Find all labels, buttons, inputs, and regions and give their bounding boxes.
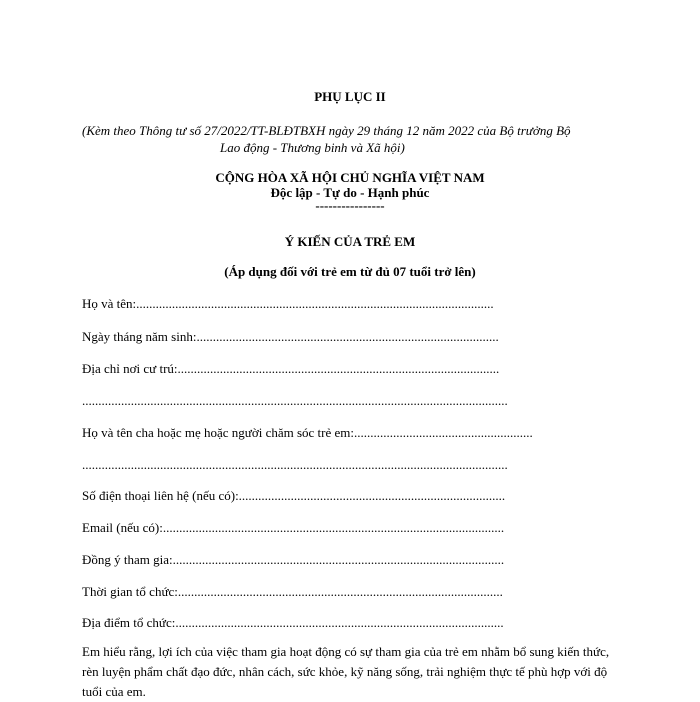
field-date-of-birth: Ngày tháng năm sinh:.............................................................................................: [82, 329, 499, 344]
national-motto: Độc lập - Tự do - Hạnh phúc: [270, 185, 430, 200]
field-guardian-name-continued: ...................................................................................................................................: [82, 457, 508, 472]
field-residence-address-continued: ...................................................................................................................................: [82, 393, 508, 408]
country-name: CỘNG HÒA XÃ HỘI CHỦ NGHĨA VIỆT NAM: [215, 170, 485, 185]
field-event-location: Địa điểm tổ chức:.....................................................................................................: [82, 615, 504, 630]
field-email: Email (nếu có):.........................................................................................................: [82, 520, 505, 535]
field-full-name: Họ và tên:..............................................................................................................: [82, 296, 494, 311]
appendix-title: PHỤ LỤC II: [314, 89, 386, 104]
appendix-note-line2: Lao động - Thương binh và Xã hội): [220, 140, 405, 155]
form-subtitle: (Áp dụng đối với trẻ em từ đủ 07 tuổi trở lên): [224, 264, 476, 279]
field-residence-address: Địa chỉ nơi cư trú:...................................................................................................: [82, 361, 500, 376]
field-event-time: Thời gian tổ chức:....................................................................................................: [82, 584, 503, 599]
field-guardian-name: Họ và tên cha hoặc mẹ hoặc người chăm sóc trẻ em:.......................................................: [82, 425, 533, 440]
consent-paragraph: Em hiểu rằng, lợi ích của việc tham gia hoạt động có sự tham gia của trẻ em nhằm bổ sung kiến thức, rèn luyện phẩm chất đạo đức, nhân cách, sức khỏe, kỹ năng sống, trải nghiệm thực tế phù hợp với độ tuổi của em.: [82, 644, 610, 699]
form-title: Ý KIẾN CỦA TRẺ EM: [284, 234, 416, 249]
appendix-note-line1: (Kèm theo Thông tư số 27/2022/TT-BLĐTBXH ngày 29 tháng 12 năm 2022 của Bộ trưởng Bộ: [82, 123, 571, 138]
field-phone: Số điện thoại liên hệ (nếu có):..................................................................................: [82, 488, 506, 503]
field-consent: Đồng ý tham gia:......................................................................................................: [82, 552, 505, 567]
motto-separator: ----------------: [315, 198, 385, 213]
